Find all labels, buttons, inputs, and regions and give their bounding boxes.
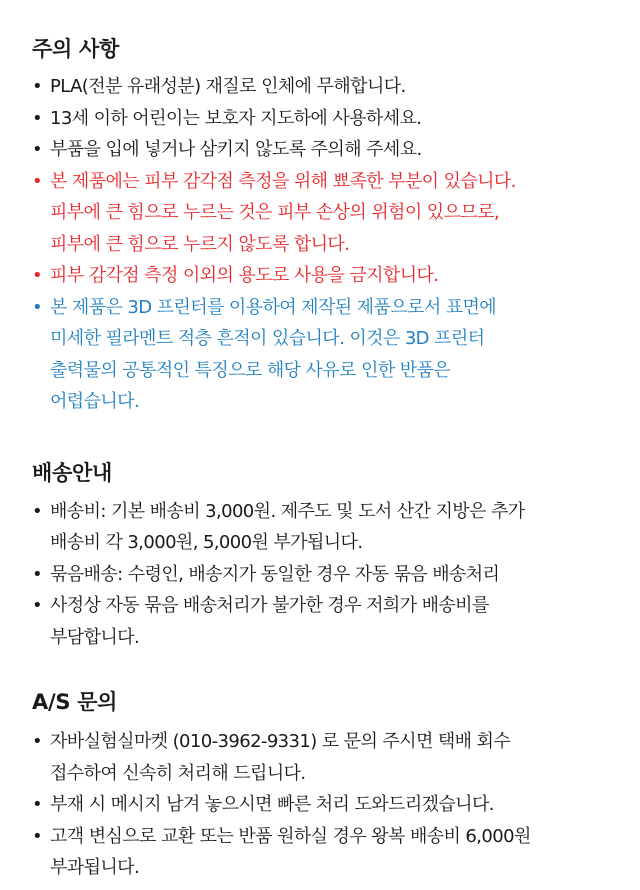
caution-section [32, 34, 610, 418]
bullet-icon: • [32, 595, 43, 616]
list-item-caution-sharp-warning [32, 166, 610, 261]
item-text-line: 본 제품에는 피부 감각점 측정을 위해 뾰족한 부분이 있습니다. [50, 170, 516, 192]
item-text-line: 부과됩니다. [50, 857, 140, 878]
bullet-icon: • [32, 296, 43, 318]
caution-list [32, 71, 610, 418]
as-inquiry-section [32, 687, 610, 884]
bullet-icon: • [32, 107, 43, 129]
bullet-icon: • [32, 170, 43, 192]
bullet-icon: • [32, 265, 43, 286]
item-text-line: 출력물의 공통적인 특징으로 해당 사유로 인한 반품은 [50, 359, 451, 381]
bullet-icon: • [32, 76, 43, 97]
as-inquiry-list [32, 726, 610, 884]
bullet-icon: • [32, 139, 43, 160]
item-text-line: 접수하여 신속히 처리해 드립니다. [50, 762, 306, 784]
item-text-line: 자바실험실마켓 (010-3962-9331) 로 문의 주시면 택배 회수 [50, 731, 511, 752]
as-inquiry-title: A/S 문의 [32, 690, 118, 714]
item-text-line: 어렵습니다. [50, 391, 140, 412]
shipping-list [32, 496, 610, 654]
bullet-icon: • [32, 794, 43, 815]
caution-title: 주의 사항 [32, 37, 119, 61]
item-text: 묶음배송: 수령인, 배송지가 동일한 경우 자동 묶음 배송처리 [50, 563, 500, 585]
list-item-as-absence [32, 789, 610, 821]
list-item-as-return-fee [32, 821, 610, 884]
bullet-icon: • [32, 731, 43, 752]
item-text: 피부 감각점 측정 이외의 용도로 사용을 금지합니다. [50, 265, 439, 286]
list-item-caution-usage-warning [32, 260, 610, 292]
item-text-line: 사정상 자동 묶음 배송처리가 불가한 경우 저희가 배송비를 [50, 595, 489, 616]
list-item-shipping-bundle-fail [32, 590, 610, 653]
bullet-icon: • [32, 500, 43, 522]
item-text-line: 피부에 큰 힘으로 누르지 않도록 합니다. [50, 233, 350, 255]
item-text-line: 고객 변심으로 교환 또는 반품 원하실 경우 왕복 배송비 6,000원 [50, 825, 531, 847]
list-item-shipping-fee [32, 496, 610, 559]
item-text: 부재 시 메시지 남겨 놓으시면 빠른 처리 도와드리겠습니다. [50, 794, 494, 815]
item-text-line: 부담합니다. [50, 626, 140, 648]
item-text-line: 피부에 큰 힘으로 누르는 것은 피부 손상의 위험이 있으므로, [50, 202, 500, 223]
shipping-title: 배송안내 [32, 460, 112, 485]
list-item-caution-age [32, 103, 610, 135]
item-text-line: 본 제품은 3D 프린터를 이용하여 제작된 제품으로서 표면에 [50, 296, 497, 318]
list-item-caution-3d-print-info [32, 292, 610, 418]
item-text-line: 미세한 필라멘트 적층 흔적이 있습니다. 이것은 3D 프린터 [50, 328, 485, 349]
item-text-line: 배송비: 기본 배송비 3,000원. 제주도 및 도서 산간 지방은 추가 [50, 500, 525, 522]
list-item-as-contact [32, 726, 610, 789]
list-item-caution-swallow [32, 134, 610, 166]
shipping-section [32, 458, 610, 654]
item-text: 13세 이하 어린이는 보호자 지도하에 사용하세요. [50, 107, 422, 129]
item-text: PLA(전분 유래성분) 재질로 인체에 무해합니다. [50, 76, 406, 97]
list-item-shipping-bundle [32, 559, 610, 591]
item-text-line: 배송비 각 3,000원, 5,000원 부가됩니다. [50, 532, 363, 553]
bullet-icon: • [32, 563, 43, 585]
bullet-icon: • [32, 825, 43, 847]
item-text: 부품을 입에 넣거나 삼키지 않도록 주의해 주세요. [50, 139, 422, 160]
list-item-caution-material [32, 71, 610, 103]
